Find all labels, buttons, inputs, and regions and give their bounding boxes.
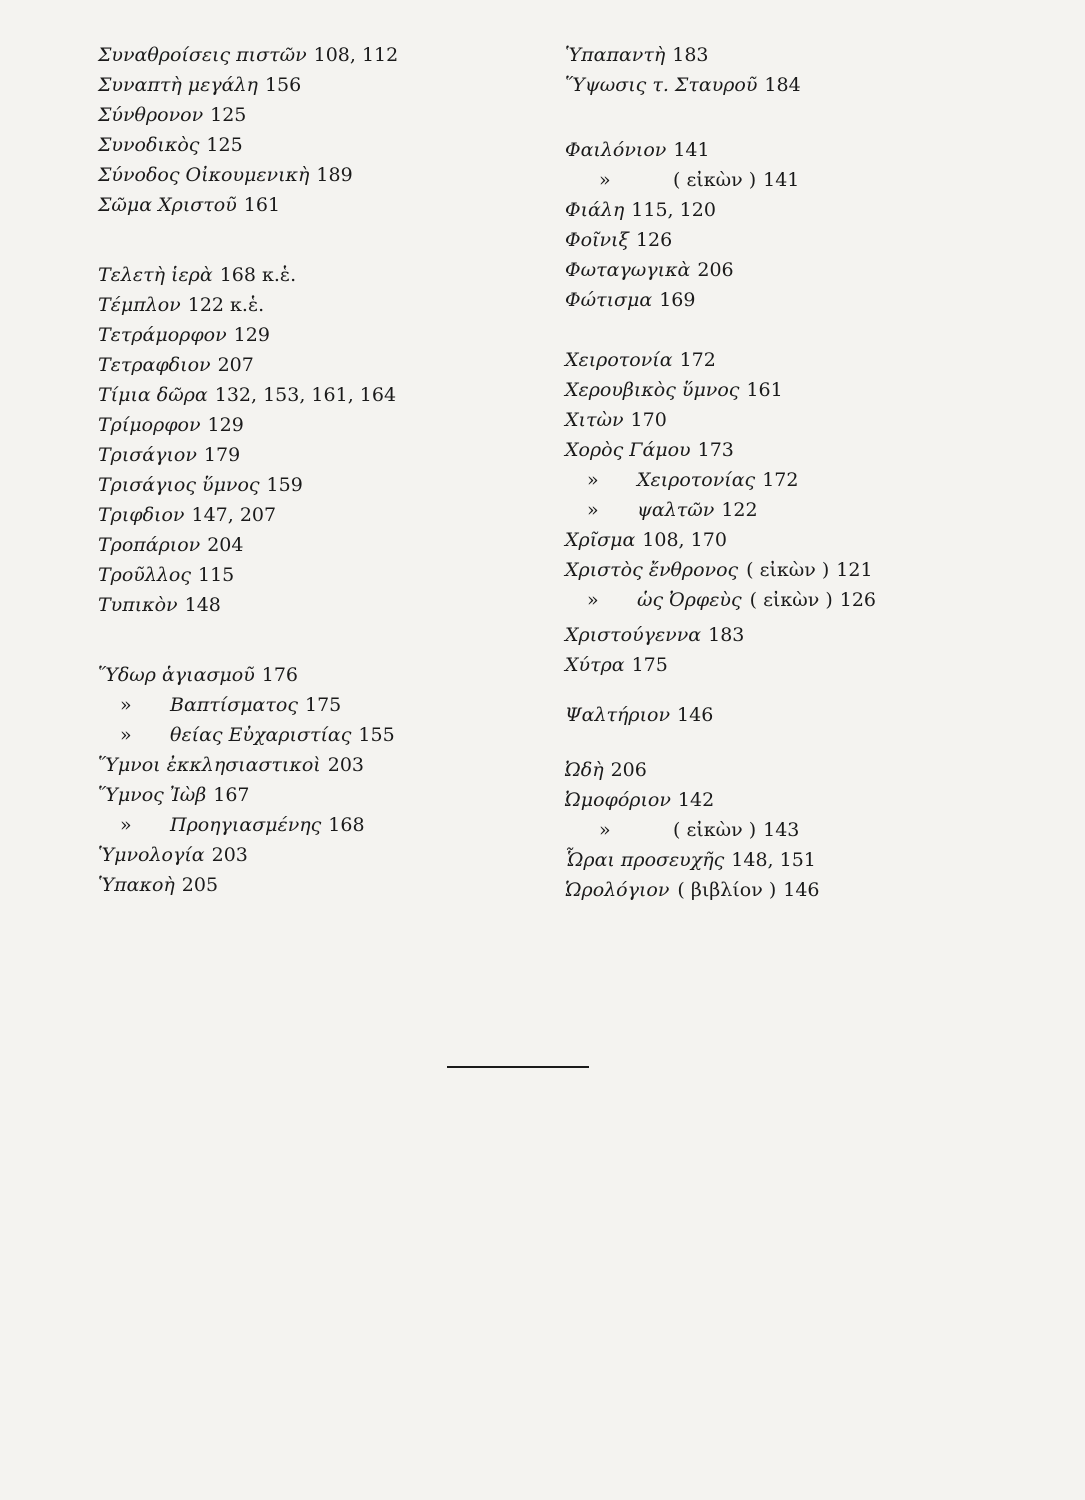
page-numbers: 122 — [721, 499, 758, 521]
index-entry — [565, 495, 758, 525]
page-numbers: 175 — [631, 654, 668, 676]
index-term: Φαιλόνιον — [565, 139, 667, 161]
index-term: Χριστὸς ἔνθρονος — [565, 559, 739, 581]
page-numbers: 207 — [217, 354, 254, 376]
page-numbers: 172 — [762, 469, 799, 491]
index-term: Συναπτὴ μεγάλη — [98, 74, 258, 96]
index-entry — [98, 260, 296, 290]
index-term: Τυπικὸν — [98, 594, 178, 616]
index-term: Φοῖνιξ — [565, 229, 629, 251]
page-numbers: 126 — [839, 589, 877, 611]
index-entry — [98, 660, 298, 690]
index-term: Ὕδωρ ἁγιασμοῦ — [98, 664, 255, 686]
index-term: Χιτὼν — [565, 409, 624, 431]
index-entry — [98, 320, 270, 350]
index-detail: ( εἰκὼν ) — [673, 169, 757, 191]
page-numbers: 175 — [304, 694, 342, 716]
page-numbers: 169 — [659, 289, 696, 311]
index-entry — [565, 755, 647, 785]
index-entry — [565, 700, 713, 730]
index-entry — [565, 345, 716, 375]
index-term: Ὧραι προσευχῆς — [565, 849, 725, 871]
index-entry — [565, 285, 695, 315]
index-term: Τετραφδιον — [98, 354, 211, 376]
index-entry — [98, 500, 276, 530]
page-numbers: 172 — [679, 349, 716, 371]
index-term: Τριφδιον — [98, 504, 185, 526]
index-term: Χρῖσμα — [565, 529, 636, 551]
index-entry — [565, 815, 799, 845]
index-entry — [98, 720, 395, 750]
page-numbers: 143 — [763, 819, 800, 841]
index-term: ψαλτῶν — [637, 499, 715, 521]
index-term: Ὠδὴ — [565, 759, 604, 781]
page-numbers: 170 — [630, 409, 667, 431]
index-term: Ὑπακοὴ — [98, 874, 175, 896]
index-term: Τετράμορφον — [98, 324, 227, 346]
index-term: Ὠμοφόριον — [565, 789, 671, 811]
index-term: Τρισάγιος ὕμνος — [98, 474, 260, 496]
index-entry — [98, 40, 398, 70]
index-entry — [98, 410, 244, 440]
index-term: Φωταγωγικὰ — [565, 259, 691, 281]
page-numbers: 126 — [635, 229, 673, 251]
page-numbers: 203 — [327, 754, 364, 776]
ditto-mark: » — [599, 169, 611, 191]
page-numbers: 204 — [207, 534, 244, 556]
ditto-mark: » — [587, 499, 599, 521]
page-numbers: 206 — [610, 759, 647, 781]
index-entry — [565, 785, 714, 815]
index-entry — [565, 70, 801, 100]
index-term: Χριστούγεννα — [565, 624, 702, 646]
index-entry — [565, 525, 727, 555]
index-entry — [565, 225, 672, 255]
index-entry — [98, 590, 221, 620]
page-numbers: 183 — [672, 44, 709, 66]
index-entry — [98, 750, 364, 780]
page-numbers: 205 — [181, 874, 219, 896]
index-term: Σύνοδος Οἰκουμενικὴ — [98, 164, 310, 186]
page-numbers: 115, 120 — [631, 199, 716, 221]
index-detail: ( εἰκὼν ) — [749, 589, 833, 611]
index-term: Συνοδικὸς — [98, 134, 200, 156]
index-entry — [565, 620, 744, 650]
index-term: Χειροτονία — [565, 349, 673, 371]
page-numbers: 121 — [836, 559, 873, 581]
ditto-mark: » — [120, 814, 132, 836]
page-numbers: 184 — [764, 74, 801, 96]
page-numbers: 168 — [328, 814, 365, 836]
index-entry — [98, 810, 365, 840]
index-term: Τελετὴ ἱερὰ — [98, 264, 213, 286]
page-numbers: 161 — [243, 194, 281, 216]
page-numbers: 161 — [746, 379, 783, 401]
index-term: Χερουβικὸς ὕμνος — [565, 379, 740, 401]
index-term: Τρίμορφον — [98, 414, 201, 436]
index-entry — [565, 435, 734, 465]
index-term: Τροῦλλος — [98, 564, 191, 586]
index-term: Ὕμνος Ἰὼβ — [98, 784, 207, 806]
page-numbers: 115 — [198, 564, 235, 586]
page-numbers: 206 — [697, 259, 734, 281]
page-numbers: 146 — [783, 879, 820, 901]
page-numbers: 155 — [358, 724, 395, 746]
page-numbers: 159 — [266, 474, 303, 496]
page-numbers: 173 — [697, 439, 734, 461]
page-numbers: 125 — [206, 134, 243, 156]
ditto-mark: » — [587, 469, 599, 491]
index-term: Ὕψωσις τ. Σταυροῦ — [565, 74, 758, 96]
index-entry — [98, 440, 240, 470]
index-term: Χορὸς Γάμου — [565, 439, 691, 461]
page-numbers: 148, 151 — [731, 849, 816, 871]
index-entry — [98, 190, 280, 220]
end-rule — [447, 1066, 589, 1068]
index-detail: ( βιβλίον ) — [677, 879, 777, 901]
index-term: Ὡρολόγιον — [565, 879, 670, 901]
ditto-mark: » — [120, 694, 132, 716]
index-entry — [98, 780, 250, 810]
index-detail: ( εἰκὼν ) — [746, 559, 830, 581]
index-term: Χειροτονίας — [637, 469, 756, 491]
index-entry — [98, 470, 303, 500]
index-entry — [565, 585, 876, 615]
index-term: Τροπάριον — [98, 534, 201, 556]
page-numbers: 148 — [184, 594, 221, 616]
index-term: Ὑπαπαντὴ — [565, 44, 666, 66]
page-numbers: 125 — [210, 104, 247, 126]
page-numbers: 108, 170 — [642, 529, 727, 551]
index-term: Χύτρα — [565, 654, 625, 676]
page-numbers: 122 κ.ἑ. — [187, 294, 265, 316]
index-entry — [98, 160, 353, 190]
index-entry — [98, 130, 243, 160]
index-entry — [98, 690, 341, 720]
index-term: Τέμπλον — [98, 294, 181, 316]
index-entry — [565, 135, 710, 165]
ditto-mark: » — [599, 819, 611, 841]
index-term: Τίμια δῶρα — [98, 384, 208, 406]
index-entry — [565, 555, 873, 585]
index-term: Φώτισμα — [565, 289, 653, 311]
ditto-mark: » — [587, 589, 599, 611]
index-term: Τρισάγιον — [98, 444, 197, 466]
index-entry — [565, 375, 783, 405]
page-numbers: 189 — [316, 164, 353, 186]
page-numbers: 146 — [677, 704, 714, 726]
page-numbers: 108, 112 — [313, 44, 399, 66]
page-numbers: 203 — [211, 844, 248, 866]
page-numbers: 183 — [708, 624, 745, 646]
index-entry — [565, 195, 716, 225]
index-term: ὡς Ὀρφεὺς — [637, 589, 742, 611]
index-term: θείας Εὐχαριστίας — [170, 724, 352, 746]
page-numbers: 141 — [763, 169, 800, 191]
index-entry — [565, 165, 799, 195]
page-numbers: 129 — [207, 414, 244, 436]
page-numbers: 179 — [203, 444, 241, 466]
index-entry — [98, 350, 254, 380]
page-numbers: 176 — [261, 664, 299, 686]
index-term: Συναθροίσεις πιστῶν — [98, 44, 307, 66]
index-entry — [98, 530, 243, 560]
index-entry — [565, 465, 798, 495]
page-numbers: 167 — [213, 784, 250, 806]
index-entry — [565, 405, 667, 435]
index-entry — [98, 70, 301, 100]
index-detail: ( εἰκὼν ) — [673, 819, 757, 841]
index-entry — [565, 875, 820, 905]
index-term: Ὕμνοι ἐκκλησιαστικοὶ — [98, 754, 321, 776]
index-entry — [565, 255, 734, 285]
index-term: Σύνθρονον — [98, 104, 204, 126]
index-entry — [98, 560, 234, 590]
index-term: Προηγιασμένης — [170, 814, 322, 836]
index-term: Ὑμνολογία — [98, 844, 205, 866]
index-term: Βαπτίσματος — [170, 694, 298, 716]
index-entry — [565, 40, 709, 70]
page-numbers: 142 — [677, 789, 715, 811]
page-numbers: 156 — [264, 74, 302, 96]
page-numbers: 132, 153, 161, 164 — [214, 384, 397, 406]
page-numbers: 168 κ.ἑ. — [219, 264, 297, 286]
ditto-mark: » — [120, 724, 132, 746]
index-entry — [98, 380, 396, 410]
index-entry — [565, 845, 816, 875]
index-term: Ψαλτήριον — [565, 704, 671, 726]
index-entry — [98, 290, 264, 320]
page-numbers: 147, 207 — [191, 504, 277, 526]
index-term: Σῶμα Χριστοῦ — [98, 194, 237, 216]
index-entry — [98, 870, 218, 900]
index-entry — [98, 840, 248, 870]
index-entry — [98, 100, 246, 130]
page-numbers: 141 — [673, 139, 710, 161]
index-entry — [565, 650, 668, 680]
index-term: Φιάλη — [565, 199, 625, 221]
page-numbers: 129 — [233, 324, 270, 346]
